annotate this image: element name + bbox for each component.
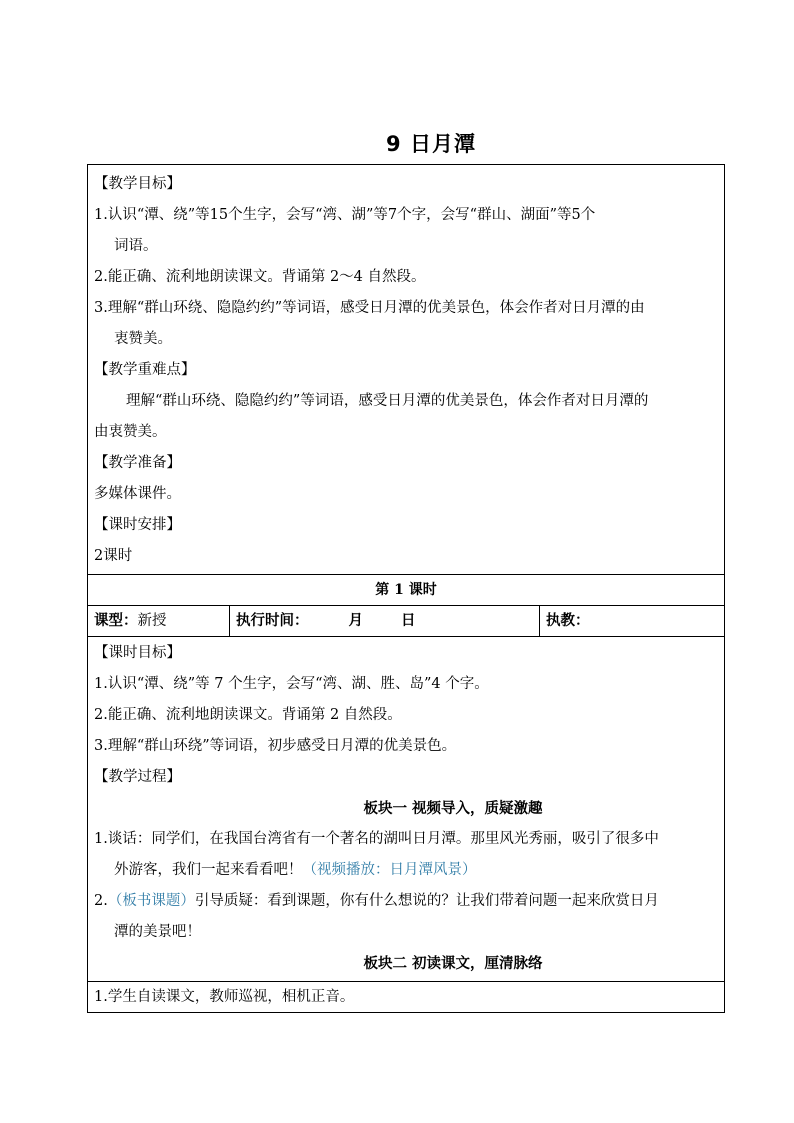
section-1-item-2-cont: 潭的美景吧！ <box>114 924 201 940</box>
section-1-item-1-text: 外游客，我们一起来看看吧！ <box>114 862 303 878</box>
day-label: 日 <box>401 612 416 629</box>
lesson-plan-table <box>87 164 725 1013</box>
lesson-objective-3: 3.理解“群山环绕”等词语，初步感受日月潭的优美景色。 <box>94 738 457 754</box>
lesson-type-cell <box>88 606 230 636</box>
schedule-heading: 【课时安排】 <box>94 517 181 533</box>
key-points-text: 理解“群山环绕、隐隐约约”等词语，感受日月潭的优美景色，体会作者对日月潭的 <box>126 393 649 409</box>
preparation-text: 多媒体课件。 <box>94 486 181 502</box>
video-play-note: （视频播放：日月潭风景） <box>302 862 477 878</box>
lesson-body <box>88 637 724 981</box>
objective-item-2: 2.能正确、流利地朗读课文。背诵第 2～4 自然段。 <box>94 269 426 285</box>
board-title-note: （板书课题） <box>107 893 195 909</box>
section-2-title: 板块二 初读课文，厘清脉络 <box>363 955 543 972</box>
lesson-1-header: 第 1 课时 <box>88 574 724 605</box>
execution-time-label: 执行时间： <box>236 612 309 629</box>
lesson-type-value: 新授 <box>137 613 167 629</box>
lesson-objective-2: 2.能正确、流利地朗读课文。背诵第 2 自然段。 <box>94 707 402 723</box>
section-2-item-1: 1.学生自读课文，教师巡视，相机正音。 <box>88 981 724 1012</box>
objective-item-3: 3.理解“群山环绕、隐隐约约”等词语，感受日月潭的优美景色，体会作者对日月潭的由 <box>94 300 645 316</box>
lesson-type-label: 课型： <box>94 612 138 629</box>
section-1-item-2-text: 引导质疑：看到课题，你有什么想说的？让我们带着问题一起来欣赏日月 <box>194 893 659 909</box>
section-1-item-1-cont <box>88 855 724 886</box>
execution-time-cell <box>230 606 540 636</box>
page-title: 9 日月潭 <box>386 132 476 156</box>
section-1-item-1: 1.谈话：同学们，在我国台湾省有一个著名的湖叫日月潭。那里风光秀丽，吸引了很多中 <box>94 831 659 847</box>
objective-item-3-cont: 衷赞美。 <box>114 331 172 347</box>
teacher-cell <box>540 606 724 636</box>
section-1-item-2 <box>88 886 724 917</box>
preparation-heading: 【教学准备】 <box>94 455 181 471</box>
objective-item-1-cont: 词语。 <box>114 238 158 254</box>
process-heading: 【教学过程】 <box>94 769 181 785</box>
objectives-heading: 【教学目标】 <box>94 176 181 192</box>
objective-item-1: 1.认识“潭、绕”等15个生字，会写“湾、湖”等7个字，会写“群山、湖面”等5个 <box>94 207 596 223</box>
section-1-item-2-num: 2. <box>94 893 108 909</box>
objectives-block <box>88 165 724 574</box>
lesson-objective-1: 1.认识“潭、绕”等 7 个生字，会写“湾、湖、胜、岛”4 个字。 <box>94 676 489 692</box>
key-points-heading: 【教学重难点】 <box>94 362 196 378</box>
key-points-text-cont: 由衷赞美。 <box>94 424 167 440</box>
month-label: 月 <box>348 612 363 629</box>
section-1-title: 板块一 视频导入，质疑激趣 <box>363 800 543 817</box>
schedule-text: 2课时 <box>94 548 133 564</box>
teacher-label: 执教： <box>546 612 590 629</box>
lesson-info-row <box>88 605 724 637</box>
lesson-objectives-heading: 【课时目标】 <box>94 645 181 661</box>
